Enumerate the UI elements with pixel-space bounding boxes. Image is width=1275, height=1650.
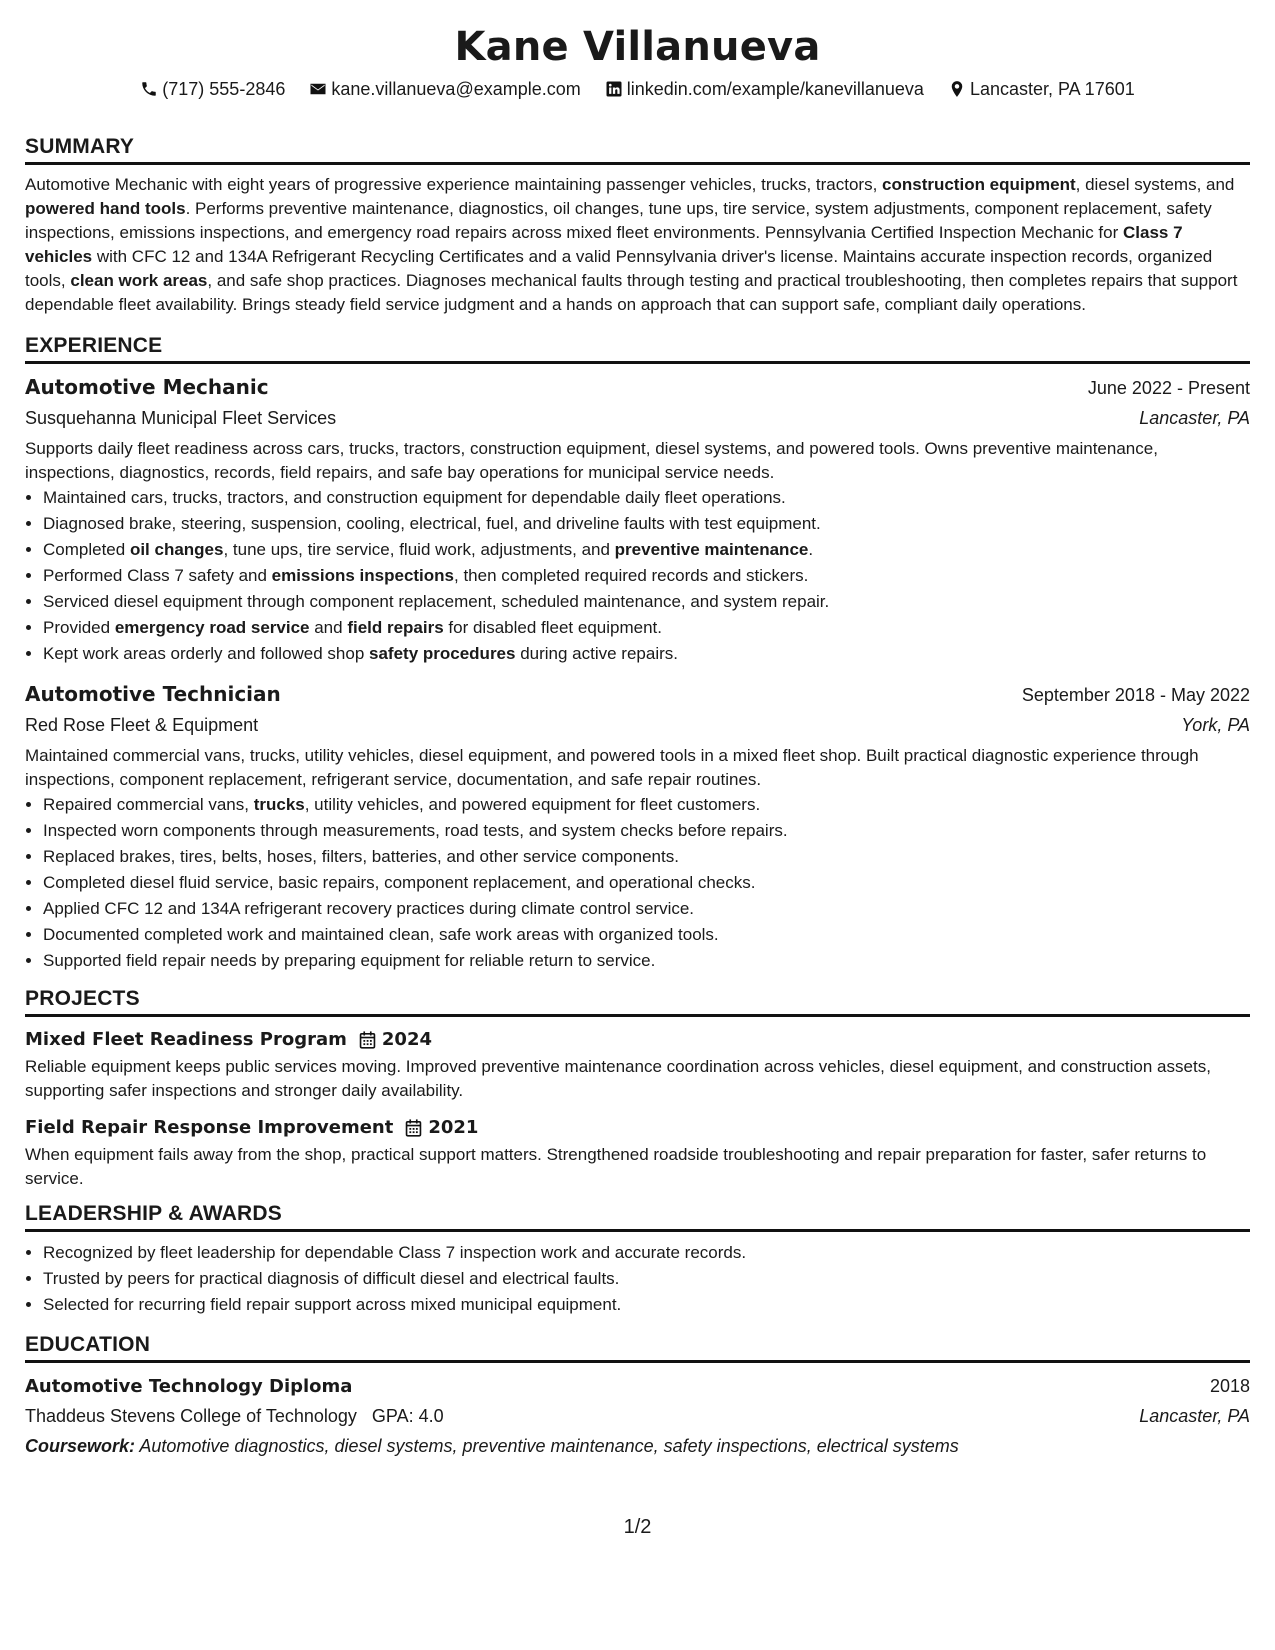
section-title-summary: SUMMARY bbox=[25, 134, 1250, 165]
job-description: Maintained commercial vans, trucks, utility vehicles, diesel equipment, and powered tools in a mixed fleet shop. Built practical diagnostic experience through inspections, component replacement, refrigerant service, documentation, and safe repair routines. bbox=[25, 746, 1199, 789]
candidate-name: Kane Villanueva bbox=[454, 24, 821, 70]
list-item bbox=[43, 844, 1250, 870]
text-run: Repaired commercial vans, bbox=[43, 795, 254, 814]
list-item bbox=[43, 589, 1250, 615]
gpa: GPA: 4.0 bbox=[371, 1406, 444, 1426]
text-run: Kept work areas orderly and followed shop bbox=[43, 644, 370, 663]
bold-text: preventive maintenance bbox=[614, 540, 809, 559]
text-run: Documented completed work and maintained clean, safe work areas with organized tools. bbox=[43, 925, 719, 944]
job-entry bbox=[25, 372, 1250, 667]
text-run: for disabled fleet equipment. bbox=[443, 618, 662, 637]
job-title: Automotive Mechanic bbox=[25, 375, 269, 399]
project-year: 2024 bbox=[381, 1029, 432, 1050]
text-run: Applied CFC 12 and 134A refrigerant recovery practices during climate control service. bbox=[43, 899, 695, 918]
project-entry bbox=[25, 1113, 1250, 1191]
education-section bbox=[25, 1332, 1250, 1461]
list-item bbox=[43, 511, 1250, 537]
job-entry bbox=[25, 679, 1250, 974]
list-item bbox=[43, 792, 1250, 818]
list-item bbox=[43, 537, 1250, 563]
bold-text: Class 7 vehicles bbox=[25, 223, 1183, 266]
contact-linkedin[interactable] bbox=[605, 78, 924, 100]
text-run: during active repairs. bbox=[515, 644, 678, 663]
summary-section bbox=[25, 134, 1250, 317]
job-dates: June 2022 - Present bbox=[1087, 378, 1250, 398]
coursework-label: Coursework: bbox=[25, 1436, 136, 1456]
text-run: Maintained cars, trucks, tractors, and construction equipment for dependable daily fleet operations. bbox=[43, 488, 786, 507]
text-run: , utility vehicles, and powered equipment for fleet customers. bbox=[304, 795, 761, 814]
job-company: Susquehanna Municipal Fleet Services bbox=[25, 408, 337, 428]
list-item bbox=[43, 896, 1250, 922]
bold-text: field repairs bbox=[347, 618, 444, 637]
envelope-icon bbox=[309, 80, 327, 98]
text-run: Replaced brakes, tires, belts, hoses, filters, batteries, and other service components. bbox=[43, 847, 679, 866]
text-run: Provided bbox=[43, 618, 115, 637]
project-year: 2021 bbox=[428, 1117, 479, 1138]
email-text: kane.villanueva@example.com bbox=[331, 79, 581, 99]
section-title-leadership: LEADERSHIP & AWARDS bbox=[25, 1201, 1250, 1232]
list-item bbox=[43, 563, 1250, 589]
coursework bbox=[25, 1431, 1250, 1461]
calendar-icon bbox=[359, 1031, 376, 1049]
bold-text: powered hand tools bbox=[25, 199, 186, 218]
contact-bar bbox=[25, 78, 1250, 100]
bold-text: construction equipment bbox=[882, 175, 1076, 194]
section-title-experience: EXPERIENCE bbox=[25, 333, 1250, 364]
list-item bbox=[43, 615, 1250, 641]
project-description: Reliable equipment keeps public services moving. Improved preventive maintenance coordination across vehicles, diesel equipment, and construction assets, supporting safer inspections and stronger daily availability. bbox=[25, 1057, 1211, 1100]
project-title: Field Repair Response Improvement bbox=[25, 1117, 394, 1138]
text-run: , diesel systems, and bbox=[1075, 175, 1235, 194]
coursework-list: Automotive diagnostics, diesel systems, preventive maintenance, safety inspections, electrical systems bbox=[135, 1436, 959, 1456]
text-run: and bbox=[309, 618, 348, 637]
bold-text: clean work areas bbox=[70, 271, 208, 290]
phone-icon bbox=[140, 80, 158, 98]
bold-text: emergency road service bbox=[114, 618, 310, 637]
bold-text: oil changes bbox=[129, 540, 224, 559]
text-run: , then completed required records and stickers. bbox=[454, 566, 809, 585]
phone-text: (717) 555-2846 bbox=[162, 79, 286, 99]
project-title: Mixed Fleet Readiness Program bbox=[25, 1029, 347, 1050]
list-item bbox=[43, 922, 1250, 948]
text-run: Automotive Mechanic with eight years of progressive experience maintaining passenger vehicles, trucks, tractors, bbox=[25, 175, 883, 194]
contact-email[interactable] bbox=[309, 78, 580, 100]
job-location: Lancaster, PA bbox=[1139, 408, 1250, 428]
linkedin-text: linkedin.com/example/kanevillanueva bbox=[626, 79, 924, 99]
list-item: • Trusted by peers for practical diagnosis of difficult diesel and electrical faults. bbox=[43, 1266, 1250, 1292]
list-item bbox=[43, 485, 1250, 511]
list-item: • Selected for recurring field repair support across mixed municipal equipment. bbox=[43, 1292, 1250, 1318]
text-run: . bbox=[808, 540, 814, 559]
text-run: , and safe shop practices. Diagnoses mechanical faults through testing and practical troubleshooting, then completes repairs that support dependable fleet availability. Brings steady field service judgment and a hands on approach that can support safe, compliant daily operations. bbox=[25, 271, 1238, 314]
resume-page bbox=[25, 0, 1250, 1461]
contact-location bbox=[948, 78, 1135, 100]
bold-text: emissions inspections bbox=[271, 566, 455, 585]
text-run: with CFC 12 and 134A Refrigerant Recycling Certificates and a valid Pennsylvania driver's license. Maintains accurate inspection records, organized tools, bbox=[25, 247, 1213, 290]
job-bullets bbox=[25, 792, 1250, 974]
job-description: Supports daily fleet readiness across cars, trucks, tractors, construction equipment, diesel systems, and powered tools. Owns preventive maintenance, inspections, diagnostics, records, field repairs, and safe bay operations for municipal service needs. bbox=[25, 439, 1158, 482]
section-title-education: EDUCATION bbox=[25, 1332, 1250, 1363]
text-run: Performed Class 7 safety and bbox=[43, 566, 272, 585]
summary-text bbox=[25, 173, 1250, 317]
degree-title: Automotive Technology Diploma bbox=[25, 1376, 353, 1397]
job-location: York, PA bbox=[1181, 715, 1250, 735]
text-run: Completed diesel fluid service, basic repairs, component replacement, and operational checks. bbox=[43, 873, 756, 892]
job-company: Red Rose Fleet & Equipment bbox=[25, 715, 259, 735]
text-run: . Performs preventive maintenance, diagnostics, oil changes, tune ups, tire service, system adjustments, component replacement, safety inspections, emissions inspections, and emergency road repairs across mixed fleet environments. Pennsylvania Certified Inspection Mechanic for bbox=[25, 199, 1212, 242]
project-entry bbox=[25, 1025, 1250, 1103]
section-title-projects: PROJECTS bbox=[25, 986, 1250, 1017]
experience-section bbox=[25, 333, 1250, 974]
linkedin-icon bbox=[605, 80, 623, 98]
degree-year: 2018 bbox=[1209, 1376, 1250, 1396]
map-pin-icon bbox=[948, 80, 966, 98]
bold-text: safety procedures bbox=[369, 644, 516, 663]
school-name: Thaddeus Stevens College of Technology bbox=[25, 1406, 357, 1426]
text-run: Inspected worn components through measurements, road tests, and system checks before repairs. bbox=[43, 821, 788, 840]
text-run: Serviced diesel equipment through component replacement, scheduled maintenance, and system repair. bbox=[43, 592, 830, 611]
school-location: Lancaster, PA bbox=[1139, 1406, 1250, 1426]
location-text: Lancaster, PA 17601 bbox=[969, 79, 1135, 99]
text-run: Diagnosed brake, steering, suspension, cooling, electrical, fuel, and driveline faults with test equipment. bbox=[43, 514, 821, 533]
text-run: , tune ups, tire service, fluid work, adjustments, and bbox=[223, 540, 615, 559]
job-dates: September 2018 - May 2022 bbox=[1021, 685, 1250, 705]
list-item bbox=[43, 818, 1250, 844]
bold-text: trucks bbox=[253, 795, 305, 814]
calendar-icon bbox=[405, 1119, 422, 1137]
list-item bbox=[43, 870, 1250, 896]
leadership-list bbox=[25, 1240, 1250, 1318]
text-run: Supported field repair needs by preparing equipment for reliable return to service. bbox=[43, 951, 656, 970]
projects-section bbox=[25, 986, 1250, 1191]
list-item bbox=[43, 948, 1250, 974]
job-title: Automotive Technician bbox=[25, 682, 281, 706]
leadership-section bbox=[25, 1201, 1250, 1318]
list-item: • Recognized by fleet leadership for dependable Class 7 inspection work and accurate records. bbox=[43, 1240, 1250, 1266]
page-number: 1/2 bbox=[623, 1516, 652, 1538]
contact-phone[interactable] bbox=[140, 78, 285, 100]
list-item bbox=[43, 641, 1250, 667]
project-description: When equipment fails away from the shop, practical support matters. Strengthened roadside troubleshooting and repair preparation for faster, safer returns to service. bbox=[25, 1145, 1207, 1188]
text-run: Completed bbox=[43, 540, 130, 559]
job-bullets bbox=[25, 485, 1250, 667]
